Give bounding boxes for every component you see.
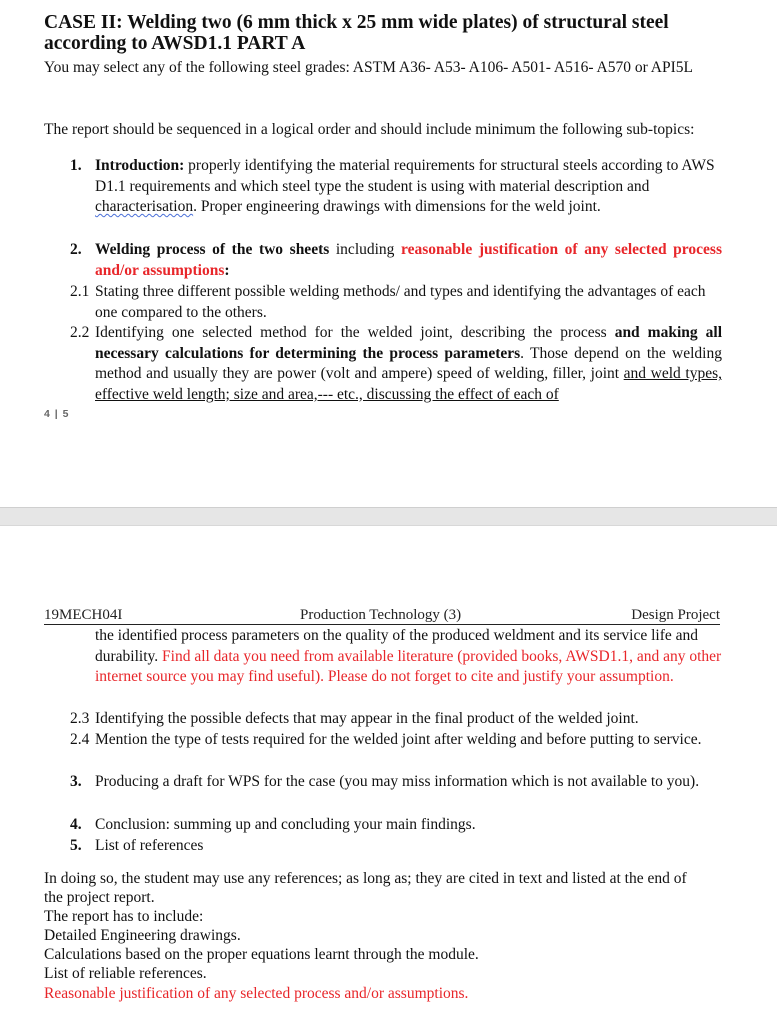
case-title-line-1: CASE II: Welding two (6 mm thick x 25 mm wide plates) of structural steel [44,12,669,33]
list-number: 2.4 [70,731,90,748]
introduction-label: Introduction: [95,157,185,174]
list-item-wps-draft: 3. Producing a draft for WPS for the case (you may miss information which is not available to you). [70,772,722,793]
include-intro: The report has to include: [44,908,204,925]
header-document-type: Design Project [631,607,720,623]
list-number: 2. [70,241,82,258]
list-number: 3. [70,773,82,790]
include-drawings: Detailed Engineering drawings. [44,927,241,944]
case-title-line-2: according to AWSD1.1 PART A [44,33,306,54]
list-item-2-4: 2.4 Mention the type of tests required for the welded joint after welding and before putting to service. [70,730,722,751]
literature-instruction: Find all data you need from available literature (provided books, AWSD1.1, and any other internet source you may find useful). Please do not forget to cite and justify your assumption. [95,647,722,686]
list-number: 5. [70,837,82,854]
spelling-error-word[interactable]: characterisation [95,198,194,216]
list-item-2-2-continued: the identified process parameters on the quality of the produced weldment and its service life and durability. Find all data you need from available literature (provided books, AWSD1.1, and any other internet source you may find useful). Please do not forget to cite and justify your assumption. [95,627,722,686]
header-course-name: Production Technology (3) [300,607,462,623]
document-page-1 [0,0,777,507]
list-item-introduction: 1. Introduction: properly identifying the material requirements for structural steels according to AWS D1.1 requirements and which steel type the student is using with material description and characterisation. Proper engineering drawings with dimensions for the weld joint. [70,157,715,216]
header-course-code: 19MECH04I [44,607,123,623]
report-intro-text: The report should be sequenced in a logical order and should include minimum the following sub-topics: [44,121,695,138]
list-item-2-3: 2.3 Identifying the possible defects that may appear in the final product of the welded joint. [70,709,722,730]
list-number: 2.3 [70,710,90,727]
page-header [44,606,720,625]
document-page-2 [0,526,777,1024]
include-justification: Reasonable justification of any selected process and/or assumptions. [44,985,469,1002]
list-item-welding-process: 2. Welding process of the two sheets including reasonable justification of any selected process and/or assumptions: [70,241,722,279]
include-calculations: Calculations based on the proper equations learnt through the module. [44,946,479,963]
calculations-emphasis: and making all necessary calculations for determining the process parameters [95,324,722,362]
page-separator [0,507,777,526]
closing-paragraph: In doing so, the student may use any references; as long as; they are cited in text and listed at the end of the project report. [44,870,687,907]
case-title [44,12,764,54]
list-item-2-1: 2.1 Stating three different possible welding methods/ and types and identifying the advantages of each one compared to the others. [70,283,706,321]
underlined-text: and weld types, effective weld length; size and area,--- etc., discussing the effect of each of [95,365,722,403]
list-number: 2.1 [70,283,90,300]
list-item-conclusion: 4. Conclusion: summing up and concluding your main findings. [70,815,722,836]
list-number: 2.2 [70,324,90,341]
steel-grades-text: You may select any of the following steel grades: ASTM A36- A53- A106- A501- A516- A570 or API5L [44,59,693,76]
page-number: 4 | 5 [44,408,70,420]
include-references: List of reliable references. [44,965,207,982]
list-item-references: 5. List of references [70,836,722,857]
list-number: 1. [70,157,82,174]
list-item-2-2: 2.2 Identifying one selected method for the welded joint, describing the process and making all necessary calculations for determining the process parameters. Those depend on the welding method and usually they are power (volt and ampere) speed of welding, filler, joint and weld types, effective weld length; size and area,--- etc., discussing the effect of each of [70,324,722,403]
list-number: 4. [70,816,82,833]
welding-process-label: Welding process of the two sheets [95,241,330,258]
justification-highlight: reasonable justification of any selected process and/or assumptions [95,241,722,279]
